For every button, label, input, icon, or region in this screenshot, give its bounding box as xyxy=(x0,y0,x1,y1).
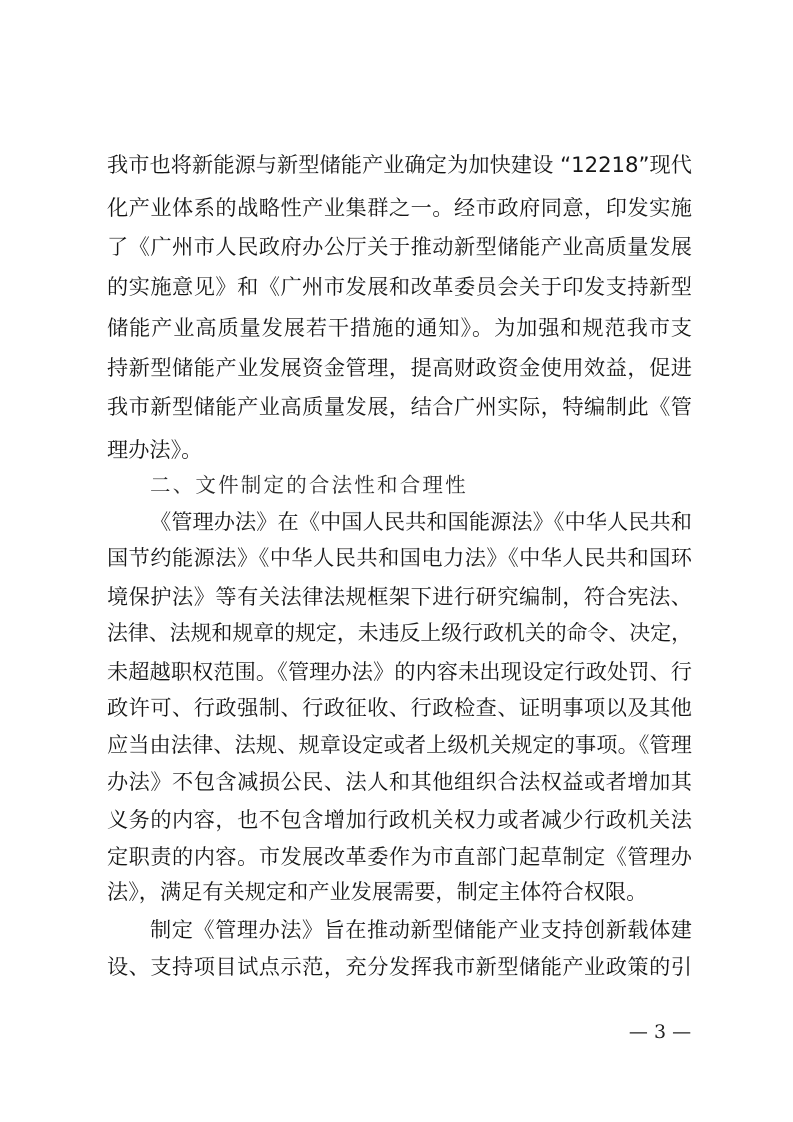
paragraph-2-line-11: 法》，满足有关规定和产业发展需要，制定主体符合权限。 xyxy=(107,879,648,904)
paragraph-2-line-4: 法律、法规和规章的规定，未违反上级行政机关的命令、决定， xyxy=(107,621,692,645)
paragraph-1-line-5: 储能产业高质量发展若干措施的通知》。为加强和规范我市支 xyxy=(107,315,692,340)
paragraph-3-line-1: 制定《管理办法》旨在推动新型储能产业支持创新载体建 xyxy=(150,917,692,942)
paragraph-2-line-9: 义务的内容，也不包含增加行政机关权力或者减少行政机关法 xyxy=(107,807,692,832)
paragraph-3-line-2: 设、支持项目试点示范，充分发挥我市新型储能产业政策的引 xyxy=(107,954,692,979)
paragraph-2-line-1: 《管理办法》在《中国人民共和国能源法》《中华人民共和 xyxy=(150,509,692,534)
paragraph-2-line-7: 应当由法律、法规、规章设定或者上级机关规定的事项。《管理 xyxy=(107,732,692,757)
paragraph-2-line-3: 境保护法》等有关法律法规框架下进行研究编制，符合宪法、 xyxy=(107,584,692,609)
paragraph-2-line-8: 办法》不包含减损公民、法人和其他组织合法权益或者增加其 xyxy=(107,769,692,794)
paragraph-1-line-4: 的实施意见》和《广州市发展和改革委员会关于印发支持新型 xyxy=(107,274,692,299)
paragraph-2-line-2: 国节约能源法》《中华人民共和国电力法》《中华人民共和国环 xyxy=(107,545,692,570)
paragraph-2-line-6: 政许可、行政强制、行政征收、行政检查、证明事项以及其他 xyxy=(107,695,692,720)
paragraph-2-line-5: 未超越职权范围。《管理办法》的内容未出现设定行政处罚、行 xyxy=(107,659,692,684)
page-number: — 3 — xyxy=(628,1021,692,1043)
section-heading: 二、文件制定的合法性和合理性 xyxy=(150,473,468,497)
paragraph-1-line-7: 我市新型储能产业高质量发展，结合广州实际，特编制此《管 xyxy=(107,394,692,419)
paragraph-1-line-8: 理办法》。 xyxy=(107,437,203,462)
paragraph-2-line-10: 定职责的内容。市发展改革委作为市直部门起草制定《管理办 xyxy=(107,844,692,869)
paragraph-1-line-1: 我市也将新能源与新型储能产业确定为加快建设 “12218”现代 xyxy=(107,152,692,177)
paragraph-1-line-2: 化产业体系的战略性产业集群之一。经市政府同意，印发实施 xyxy=(107,195,692,220)
paragraph-1-line-6: 持新型储能产业发展资金管理，提高财政资金使用效益，促进 xyxy=(107,355,692,380)
paragraph-1-line-3: 了《广州市人民政府办公厅关于推动新型储能产业高质量发展 xyxy=(107,234,692,259)
